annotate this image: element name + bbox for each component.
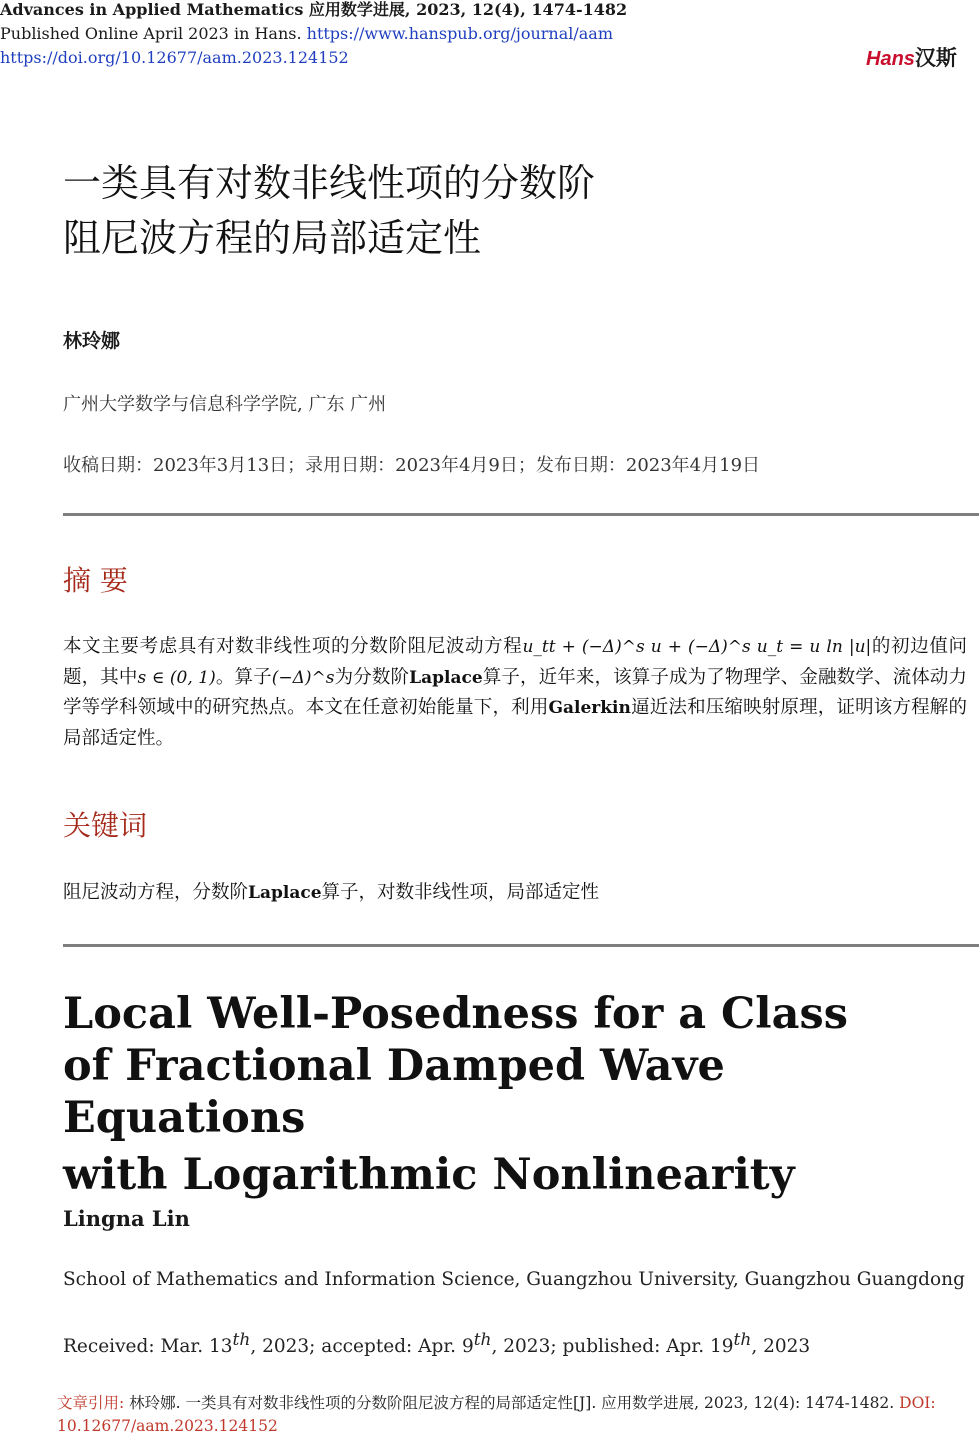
- published-date: , 2023; published: Apr. 19: [491, 1336, 734, 1358]
- abstract-part: 逼近法和压缩映射原理，证明该方程解的局部适定性。: [63, 697, 967, 749]
- divider-top: [63, 513, 979, 516]
- citation-text: 林玲娜. 一类具有对数非线性项的分数阶阻尼波方程的局部适定性[J]. 应用数学进展, 2023, 12(4): 1474-1482.: [129, 1394, 900, 1412]
- english-title-line-3: with Logarithmic Nonlinearity: [63, 1150, 795, 1200]
- english-affiliation: School of Mathematics and Information Science, Guangzhou University, Guangzhou Guangdong: [63, 1269, 965, 1290]
- published-line: [0, 22, 613, 46]
- chinese-affiliation: 广州大学数学与信息科学学院, 广东 广州: [63, 394, 387, 415]
- chinese-title-line-2: 阻尼波方程的局部适定性: [63, 216, 482, 260]
- term-galerkin: Galerkin: [548, 698, 631, 718]
- english-title-line-2: of Fractional Damped Wave Equations: [63, 1041, 725, 1143]
- chinese-title-line-1: 一类具有对数非线性项的分数阶: [63, 161, 596, 205]
- divider-middle: [63, 944, 979, 947]
- abstract-part: 。算子: [215, 666, 272, 688]
- accepted-date: , 2023; accepted: Apr. 9: [250, 1336, 474, 1358]
- hans-logo: [866, 42, 957, 72]
- keywords-heading: 关键词: [63, 809, 148, 842]
- keywords: [63, 878, 599, 904]
- hans-logo-cn: 汉斯: [914, 47, 957, 70]
- year-suffix: , 2023: [751, 1336, 811, 1358]
- term-laplace: Laplace: [248, 883, 322, 903]
- equation: s ∈ (0, 1): [137, 667, 216, 688]
- chinese-title: [63, 156, 595, 266]
- citation-doi-link[interactable]: DOI: 10.12677/aam.2023.124152: [57, 1394, 936, 1435]
- english-title: [63, 988, 973, 1201]
- keywords-part: 算子，对数非线性项，局部适定性: [321, 882, 600, 903]
- abstract-body: [63, 632, 967, 754]
- ordinal-suffix: th: [232, 1330, 251, 1350]
- doi-link[interactable]: https://doi.org/10.12677/aam.2023.124152: [0, 48, 349, 67]
- journal-link[interactable]: https://www.hanspub.org/journal/aam: [306, 24, 613, 43]
- english-title-line-1: Local Well-Posedness for a Class: [63, 989, 848, 1039]
- citation: [57, 1392, 937, 1438]
- abstract-part: 本文主要考虑具有对数非线性项的分数阶阻尼波动方程: [63, 636, 523, 657]
- journal-header: Advances in Applied Mathematics 应用数学进展, 2023, 12(4), 1474-1482: [0, 0, 628, 19]
- ordinal-suffix: th: [733, 1330, 752, 1350]
- abstract-part: 为分数阶: [334, 666, 410, 688]
- term-laplace: Laplace: [409, 667, 483, 688]
- english-author: Lingna Lin: [63, 1206, 190, 1231]
- published-text: Published Online April 2023 in Hans.: [0, 24, 307, 43]
- chinese-author: 林玲娜: [63, 330, 121, 352]
- english-dates: [63, 1330, 810, 1357]
- received-date: Received: Mar. 13: [63, 1336, 233, 1358]
- equation: u_tt + (−Δ)^s u + (−Δ)^s u_t = u ln |u|: [522, 637, 872, 657]
- hans-logo-latin: Hans: [866, 48, 915, 70]
- abstract-part: 算子，近年来，该算子成为了物理学、金融数学、流体动力学等学科领域中的研究热点。本文在任意初始能量下，利用: [63, 666, 967, 718]
- equation: (−Δ)^s: [271, 667, 335, 688]
- abstract-part: 的初边值问题，其中: [63, 636, 967, 688]
- chinese-dates: 收稿日期：2023年3月13日；录用日期：2023年4月9日；发布日期：2023年4月19日: [63, 455, 761, 476]
- citation-label: 文章引用:: [57, 1394, 130, 1412]
- abstract-heading: 摘 要: [63, 564, 128, 597]
- keywords-part: 阻尼波动方程，分数阶: [63, 882, 249, 903]
- ordinal-suffix: th: [473, 1330, 492, 1350]
